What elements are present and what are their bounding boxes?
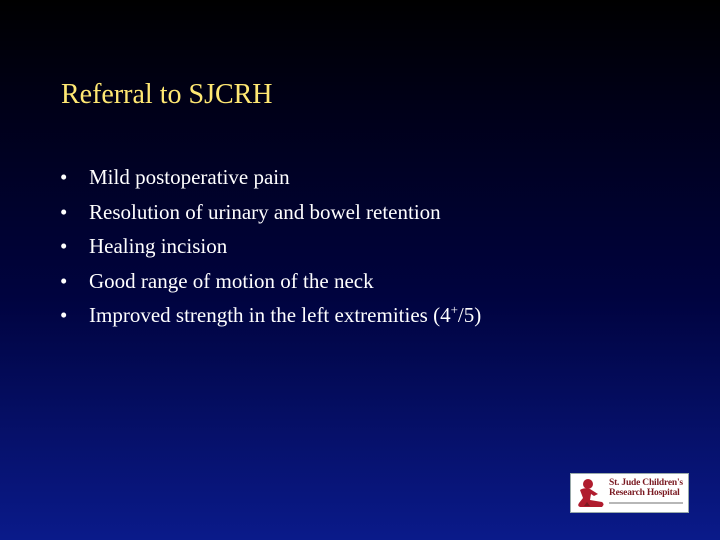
slide-title: Referral to SJCRH (61, 79, 273, 110)
st-jude-logo (570, 473, 689, 513)
bullet-text-main: Improved strength in the left extremities (4 (89, 303, 451, 327)
logo-text-line2: Research Hospital (609, 488, 680, 498)
bullet-dot-icon: • (60, 165, 68, 189)
child-silhouette-icon (574, 476, 608, 510)
bullet-text: Resolution of urinary and bowel retention (89, 199, 441, 224)
bullet-dot-icon: • (60, 303, 68, 327)
bullet-text: Good range of motion of the neck (89, 268, 374, 293)
bullet-text: Mild postoperative pain (89, 165, 290, 189)
bullet-text-after: /5) (457, 303, 482, 327)
bullet-dot-icon: • (60, 199, 68, 224)
superscript-plus: + (450, 302, 458, 317)
bullet-text: Healing incision (89, 234, 228, 258)
bullet-text-with-superscript (89, 298, 481, 335)
bullet-dot-icon: • (60, 268, 68, 293)
logo-tagline-bar (609, 502, 683, 504)
bullet-dot-icon: • (60, 234, 68, 258)
logo-text-line1: St. Jude Children's (609, 478, 683, 488)
